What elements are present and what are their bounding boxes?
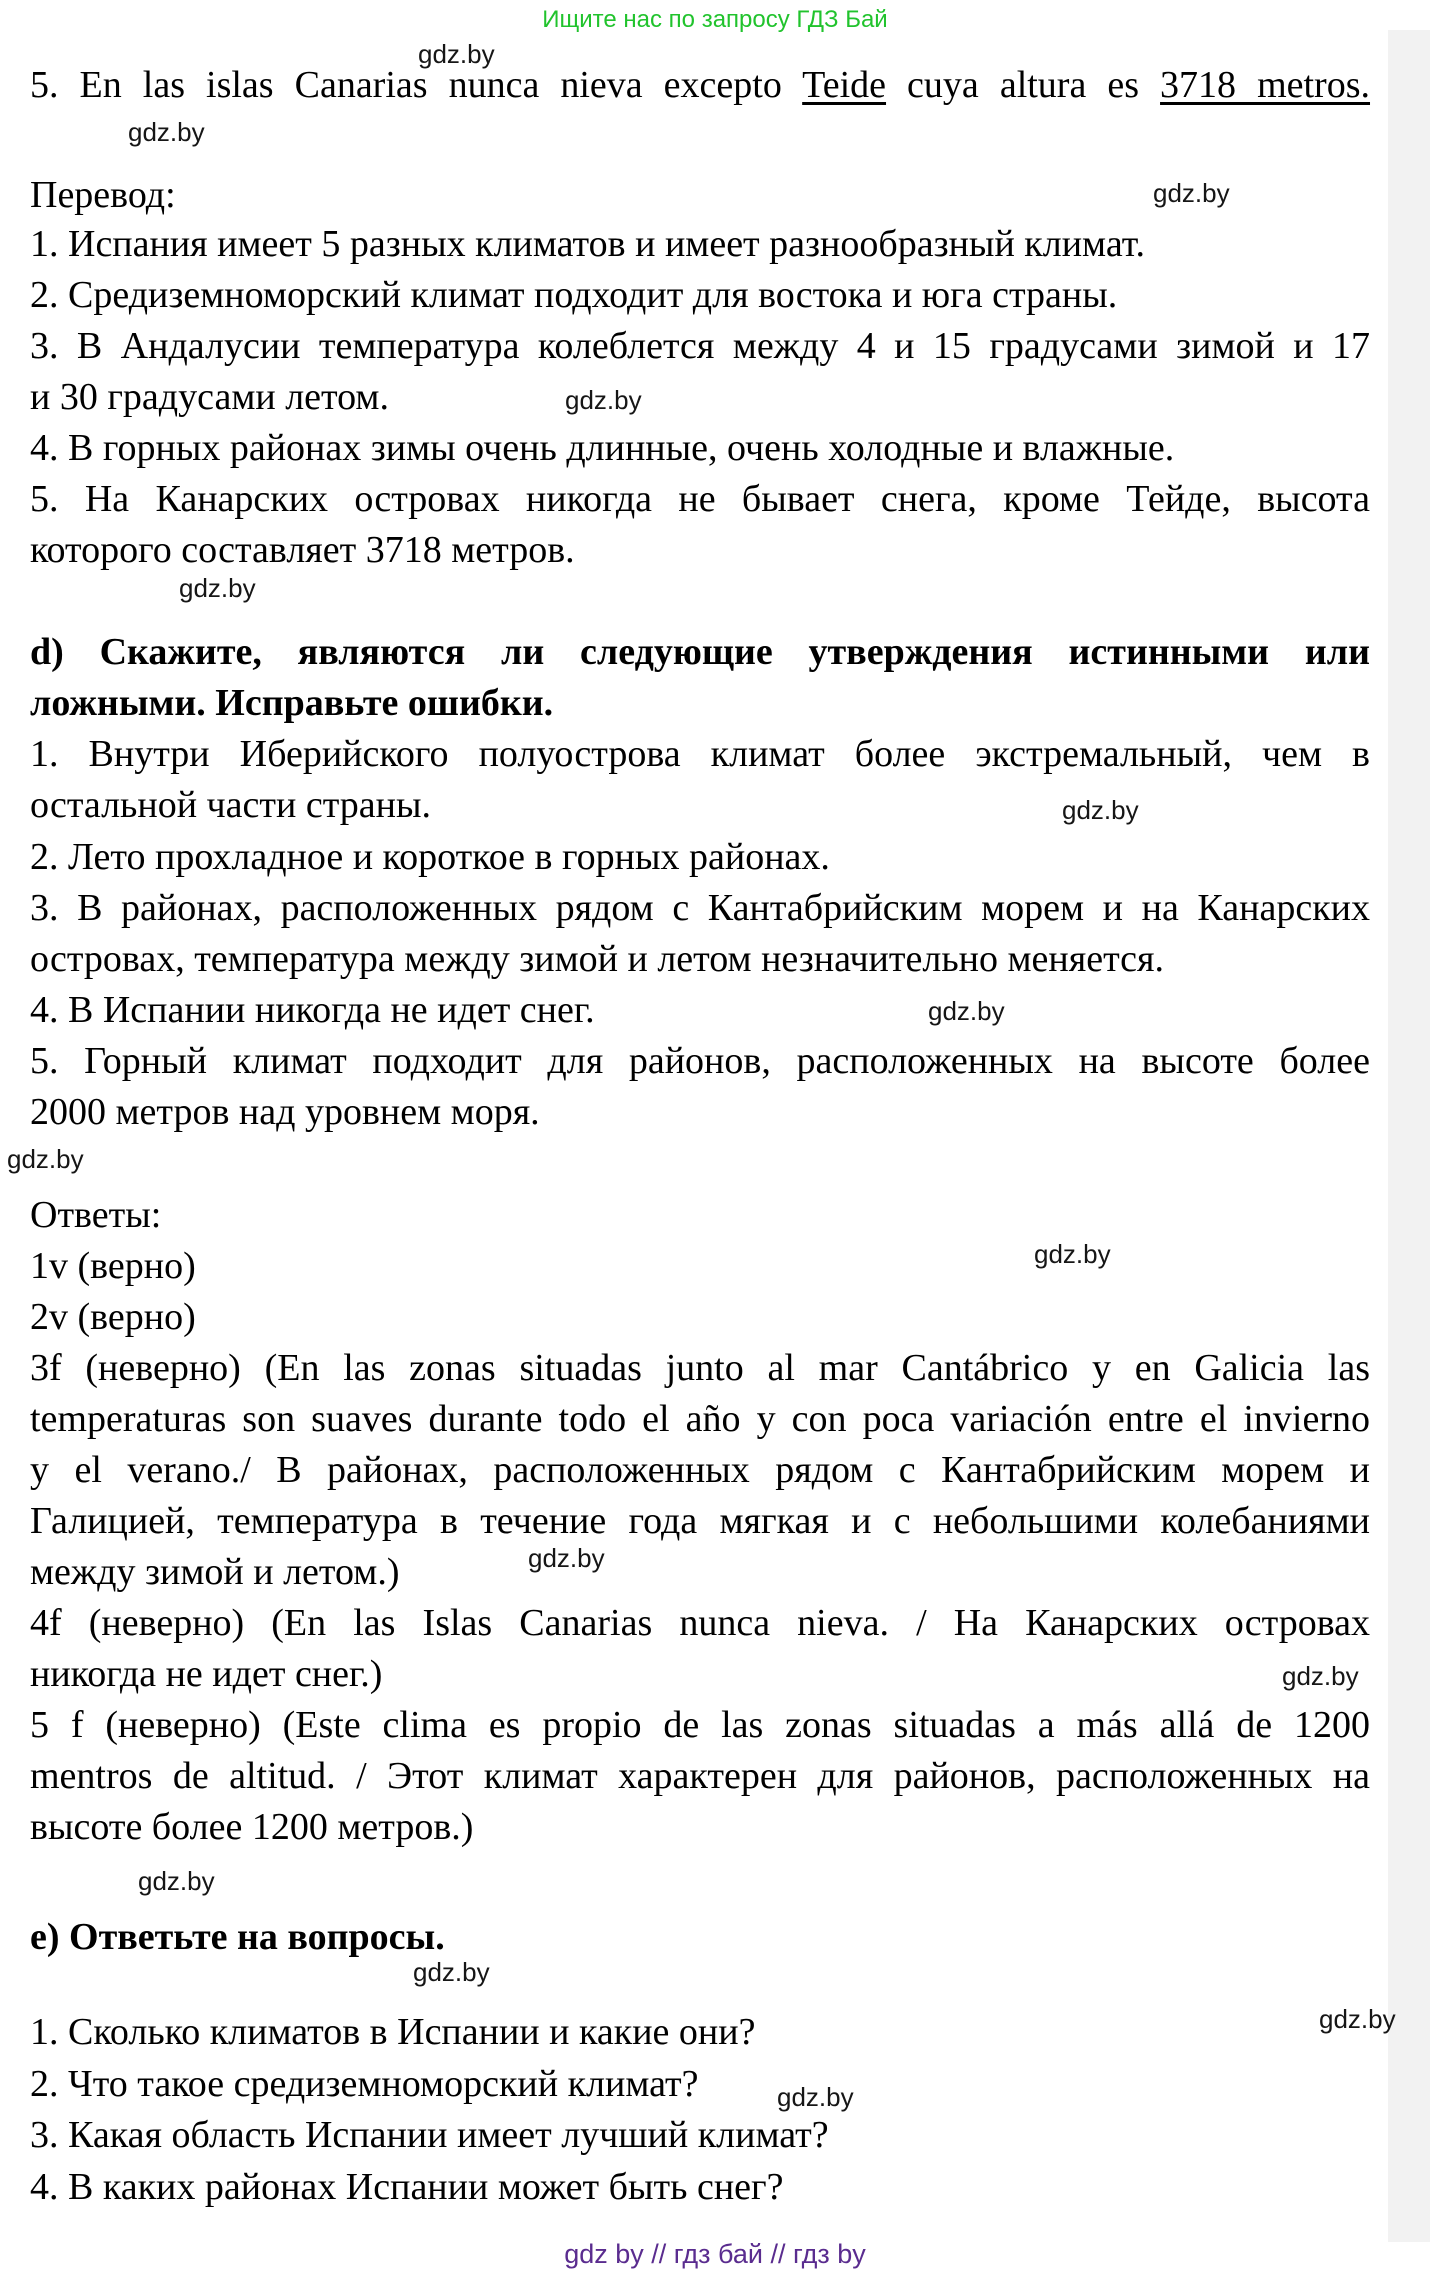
- gdz-watermark: gdz.by: [1034, 1239, 1111, 1269]
- gdz-watermark: gdz.by: [1153, 178, 1230, 208]
- text-line: 3. Какая область Испании имеет лучший климат?: [30, 2114, 829, 2156]
- text-line: 3. В Андалусии температура колеблется между 4 и 15 градусами зимой и 17: [30, 325, 1370, 367]
- text-line: 3. В районах, расположенных рядом с Кантабрийским морем и на Канарских: [30, 887, 1370, 929]
- gdz-watermark: gdz.by: [179, 573, 256, 603]
- text-line: 1. Внутри Иберийского полуострова климат более экстремальный, чем в: [30, 733, 1370, 775]
- text-line: и 30 градусами летом.: [30, 376, 389, 418]
- text-line: ложными. Исправьте ошибки.: [30, 682, 554, 724]
- text-line: 4. В Испании никогда не идет снег.: [30, 989, 595, 1031]
- underlined-text: 3718 metros.: [1160, 64, 1371, 106]
- text-span: 5. En las islas Canarias nunca nieva excepto: [30, 64, 803, 106]
- gdz-watermark: gdz.by: [528, 1543, 605, 1573]
- text-line: между зимой и летом.): [30, 1551, 400, 1593]
- footer-watermark: gdz by // гдз бай // гдз by: [564, 2239, 866, 2269]
- text-line: d) Скажите, являются ли следующие утверждения истинными или: [30, 631, 1370, 673]
- text-line: 2. Средиземноморский климат подходит для востока и юга страны.: [30, 274, 1118, 316]
- gdz-watermark: gdz.by: [128, 117, 205, 147]
- text-line: 2v (верно): [30, 1296, 196, 1338]
- text-line: Перевод:: [30, 174, 176, 216]
- underlined-text: Teide: [802, 64, 887, 106]
- text-line: y el verano./ В районах, расположенных рядом с Кантабрийским морем и: [30, 1449, 1370, 1491]
- text-line: которого составляет 3718 метров.: [30, 529, 575, 571]
- gdz-watermark: gdz.by: [7, 1144, 84, 1174]
- gdz-watermark: gdz.by: [138, 1866, 215, 1896]
- gdz-watermark: gdz.by: [777, 2082, 854, 2112]
- text-line: остальной части страны.: [30, 784, 432, 826]
- text-line: e) Ответьте на вопросы.: [30, 1916, 445, 1958]
- text-line: 1. Испания имеет 5 разных климатов и имеет разнообразный климат.: [30, 223, 1145, 265]
- text-line: Ответы:: [30, 1194, 162, 1236]
- text-line: 2000 метров над уровнем моря.: [30, 1091, 540, 1133]
- gdz-watermark: gdz.by: [928, 996, 1005, 1026]
- text-line: 5. На Канарских островах никогда не бывает снега, кроме Тейде, высота: [30, 478, 1370, 520]
- gdz-watermark: gdz.by: [418, 39, 495, 69]
- gdz-watermark: gdz.by: [413, 1957, 490, 1987]
- text-span: cuya altura es: [886, 64, 1161, 106]
- text-line: 3f (неверно) (En las zonas situadas junto al mar Cantábrico y en Galicia las: [30, 1347, 1370, 1389]
- text-line: 1v (верно): [30, 1245, 196, 1287]
- text-line: 1. Сколько климатов в Испании и какие они?: [30, 2011, 756, 2053]
- text-line: островах, температура между зимой и летом незначительно меняется.: [30, 938, 1165, 980]
- text-line: [30, 66, 1370, 104]
- text-line: 4. В горных районах зимы очень длинные, очень холодные и влажные.: [30, 427, 1175, 469]
- text-line: 5 f (неверно) (Este clima es propio de las zonas situadas a más allá de 1200: [30, 1704, 1370, 1746]
- text-line: 2. Лето прохладное и короткое в горных районах.: [30, 836, 830, 878]
- text-line: высоте более 1200 метров.): [30, 1806, 474, 1848]
- text-line: mentros de altitud. / Этот климат характерен для районов, расположенных на: [30, 1755, 1370, 1797]
- promo-banner: Ищите нас по запросу ГДЗ Бай: [542, 6, 888, 33]
- gdz-watermark: gdz.by: [1282, 1661, 1359, 1691]
- text-line: 4. В каких районах Испании может быть снег?: [30, 2166, 784, 2208]
- text-line: никогда не идет снег.): [30, 1653, 383, 1695]
- text-line: 5. Горный климат подходит для районов, расположенных на высоте более: [30, 1040, 1370, 1082]
- text-line: Галицией, температура в течение года мягкая и с небольшими колебаниями: [30, 1500, 1370, 1542]
- gdz-watermark: gdz.by: [1062, 795, 1139, 825]
- gdz-watermark: gdz.by: [565, 385, 642, 415]
- gdz-watermark: gdz.by: [1319, 2004, 1396, 2034]
- right-gutter: [1388, 30, 1430, 2242]
- text-line: 4f (неверно) (En las Islas Canarias nunca nieva. / На Канарских островах: [30, 1602, 1370, 1644]
- text-line: temperaturas son suaves durante todo el año y con poca variación entre el invierno: [30, 1398, 1370, 1440]
- text-line: 2. Что такое средиземноморский климат?: [30, 2063, 699, 2105]
